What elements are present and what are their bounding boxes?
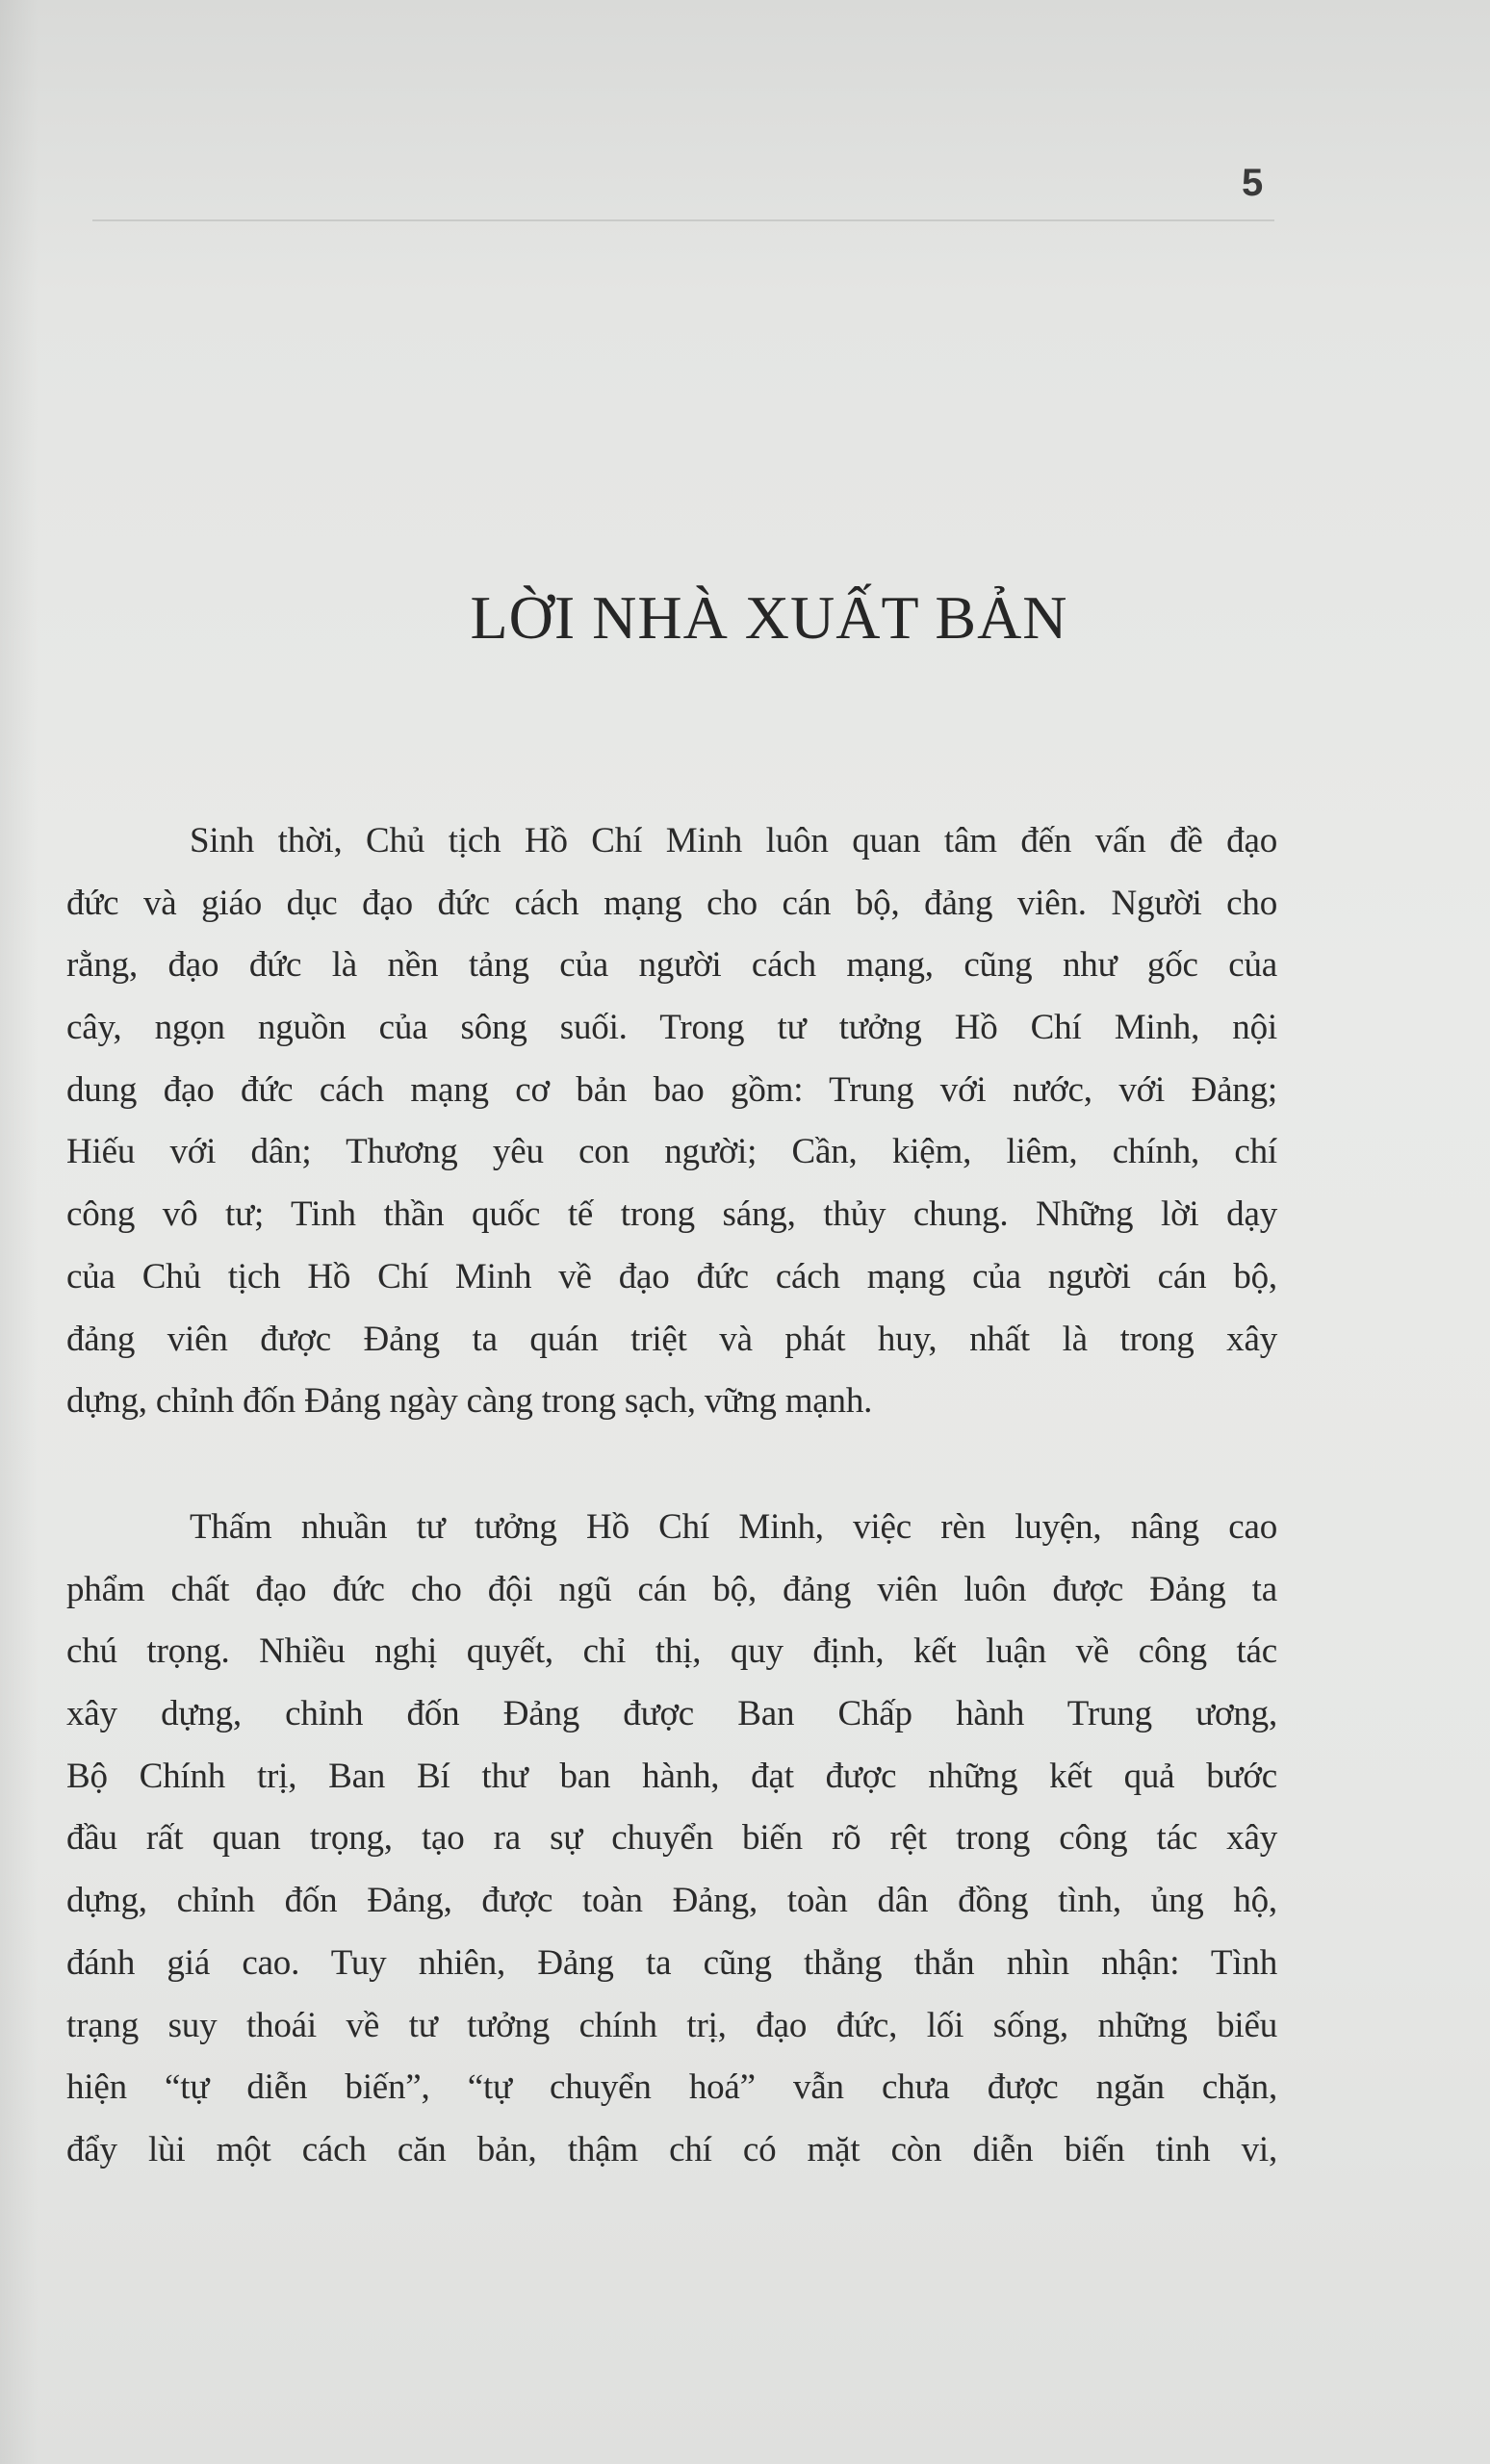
text-line: dựng, chỉnh đốn Đảng ngày càng trong sạch, vững mạnh. — [66, 1381, 873, 1422]
text-line: đức và giáo dục đạo đức cách mạng cho cán bộ, đảng viên. Người cho — [66, 883, 1277, 923]
text-line: công vô tư; Tinh thần quốc tế trong sáng, thủy chung. Những lời dạy — [66, 1194, 1277, 1235]
text-line: Bộ Chính trị, Ban Bí thư ban hành, đạt được những kết quả bước — [66, 1756, 1277, 1796]
section-title: LỜI NHÀ XUẤT BẢN — [470, 583, 1068, 652]
text-line: đảng viên được Đảng ta quán triệt và phát huy, nhất là trong xây — [66, 1319, 1277, 1359]
page-shadow — [0, 0, 39, 2464]
text-line: đầu rất quan trọng, tạo ra sự chuyển biến rõ rệt trong công tác xây — [66, 1818, 1277, 1859]
text-line: cây, ngọn nguồn của sông suối. Trong tư tưởng Hồ Chí Minh, nội — [66, 1008, 1277, 1048]
text-line: của Chủ tịch Hồ Chí Minh về đạo đức cách mạng của người cán bộ, — [66, 1256, 1277, 1296]
text-line: Thấm nhuần tư tưởng Hồ Chí Minh, việc rèn luyện, nâng cao — [190, 1507, 1277, 1547]
text-line: dựng, chỉnh đốn Đảng, được toàn Đảng, toàn dân đồng tình, ủng hộ, — [66, 1881, 1277, 1921]
page-number: 5 — [1242, 162, 1264, 204]
paragraph-2 — [66, 1497, 1277, 2182]
text-line: dung đạo đức cách mạng cơ bản bao gồm: Trung với nước, với Đảng; — [66, 1069, 1277, 1110]
text-line: rằng, đạo đức là nền tảng của người cách mạng, cũng như gốc của — [66, 945, 1277, 986]
text-line: hiện “tự diễn biến”, “tự chuyển hoá” vẫn chưa được ngăn chặn, — [66, 2067, 1277, 2108]
text-line: xây dựng, chỉnh đốn Đảng được Ban Chấp hành Trung ương, — [66, 1694, 1277, 1734]
text-line: phẩm chất đạo đức cho đội ngũ cán bộ, đảng viên luôn được Đảng ta — [66, 1569, 1277, 1609]
text-line: Hiếu với dân; Thương yêu con người; Cần, kiệm, liêm, chính, chí — [66, 1132, 1277, 1172]
text-line: Sinh thời, Chủ tịch Hồ Chí Minh luôn quan tâm đến vấn đề đạo — [190, 821, 1277, 860]
paragraph-1 — [66, 810, 1277, 1433]
running-header-rule — [92, 219, 1274, 221]
text-line: chú trọng. Nhiều nghị quyết, chỉ thị, quy định, kết luận về công tác — [66, 1631, 1277, 1672]
text-line: trạng suy thoái về tư tưởng chính trị, đạo đức, lối sống, những biểu — [66, 2005, 1277, 2045]
text-line: đánh giá cao. Tuy nhiên, Đảng ta cũng thẳng thắn nhìn nhận: Tình — [66, 1942, 1277, 1983]
text-line: đẩy lùi một cách căn bản, thậm chí có mặt còn diễn biến tinh vi, — [66, 2129, 1277, 2169]
